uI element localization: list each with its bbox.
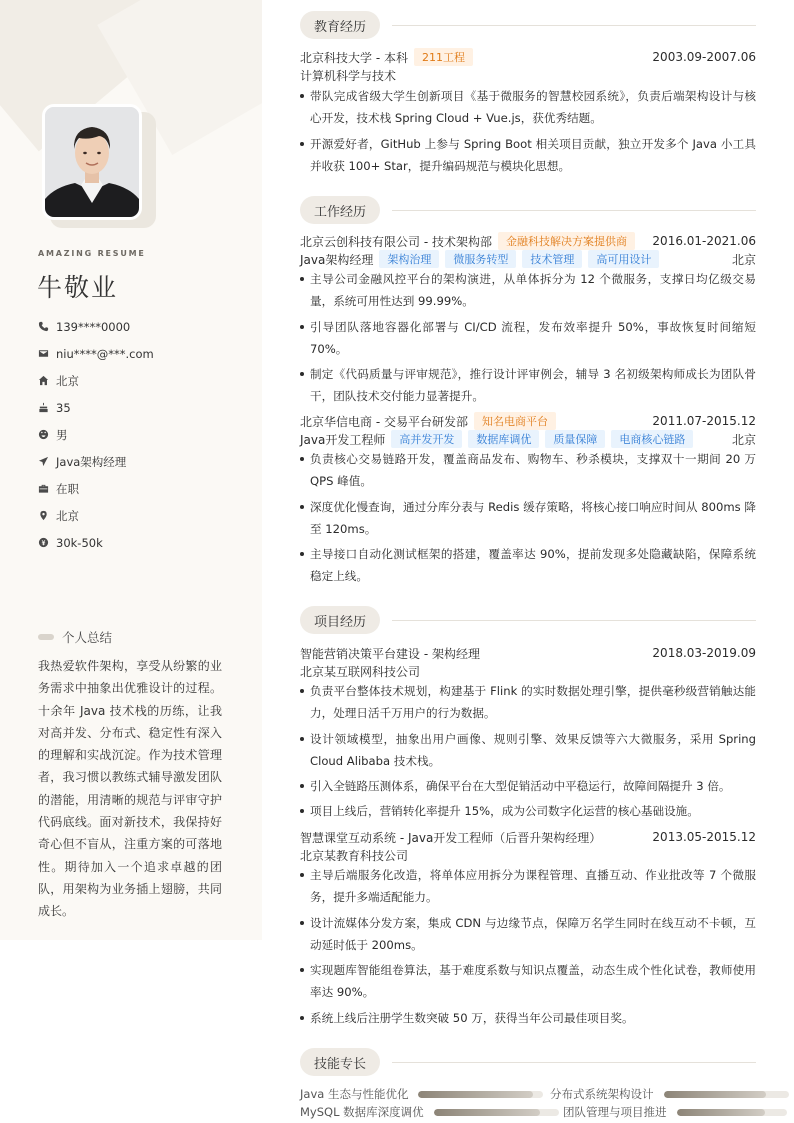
list-item: 制定《代码质量与评审规范》，推行设计评审例会，辅导 3 名初级架构师成长为团队骨干，团队技术交付能力显著提升。 [300,363,756,408]
skill-name: 分布式系统架构设计 [550,1087,654,1101]
skill-item-1 [300,1085,543,1103]
job-location: 北京 [731,252,756,267]
skill-tag: 质量保障 [545,430,605,448]
phone-icon [38,321,49,332]
skill-bar-fill [677,1109,765,1116]
project-org: 北京某教育科技公司 [300,848,409,863]
mail-icon [38,348,49,359]
candidate-name: 牛敬业 [37,273,119,302]
summary-marker [38,634,54,640]
info-city [38,367,253,394]
info-city-value: 北京 [56,373,79,388]
summary-header [38,628,112,646]
skill-tag: 高并发开发 [391,430,462,448]
job-1-bullets [300,268,756,411]
info-salary [38,529,253,556]
company-tag: 知名电商平台 [474,412,556,430]
list-item: 开源爱好者，GitHub 上参与 Spring Boot 相关项目贡献，独立开发多个 Java 小工具并收获 100+ Star，提升编码规范与模块化思想。 [300,133,756,178]
skill-bar [434,1109,559,1116]
skill-tag: 数据库调优 [468,430,539,448]
info-email-value: niu****@***.com [56,346,154,361]
skill-bar-fill [418,1091,533,1098]
project-org: 北京某互联网科技公司 [300,664,421,679]
info-position-value: Java架构经理 [56,454,127,469]
education-major-row [300,66,756,84]
skills-section-title: 技能专长 [300,1048,380,1076]
list-item: 设计领域模型，抽象出用户画像、规则引擎、效果反馈等六大微服务，采用 Spring Cloud Alibaba 技术栈。 [300,728,756,773]
job-role: Java架构经理 [300,252,374,267]
job-date: 2016.01-2021.06 [652,234,756,248]
skill-item-3 [300,1103,559,1121]
home-icon [38,375,49,386]
project-2-title [300,828,756,846]
section-divider [392,1062,756,1063]
skill-tag: 微服务转型 [445,250,516,268]
skill-tag: 电商核心链路 [611,430,693,448]
list-item: 引导团队落地容器化部署与 CI/CD 流程，发布效率提升 50%，事故恢复时间缩短 70%。 [300,316,756,361]
profile-photo [42,104,142,220]
list-item: 带队完成省级大学生创新项目《基于微服务的智慧校园系统》，负责后端架构设计与核心开发，技术栈 Spring Cloud + Vue.js，获优秀结题。 [300,85,756,130]
list-item: 引入全链路压测体系，确保平台在大型促销活动中平稳运行，故障间隔提升 3 倍。 [300,775,756,797]
main-content [300,0,794,1123]
skill-bar [664,1091,789,1098]
resume-tagline: AMAZING RESUME [38,249,146,258]
list-item: 主导后端服务化改造，将单体应用拆分为课程管理、直播互动、作业批改等 7 个微服务，提升多端适配能力。 [300,864,756,909]
skill-name: MySQL 数据库深度调优 [300,1105,424,1119]
skill-bar-fill [434,1109,540,1116]
contact-info-list [38,313,253,556]
info-phone [38,313,253,340]
skill-item-2 [550,1085,789,1103]
list-item: 主导接口自动化测试框架的搭建，覆盖率达 90%，提前发现多处隐藏缺陷，保障系统稳定上线。 [300,543,756,588]
job-date: 2011.07-2015.12 [652,414,756,428]
project-date: 2013.05-2015.12 [652,830,756,844]
education-section-header [300,11,756,39]
list-item: 实现题库智能组卷算法，基于难度系数与知识点覆盖，动态生成个性化试卷，教师使用率达 90%。 [300,959,756,1004]
skill-item-4 [563,1103,787,1121]
project-2-org-row [300,846,756,864]
skill-tag: 高可用设计 [588,250,659,268]
skill-tag: 技术管理 [522,250,582,268]
job-2-title [300,412,756,430]
sidebar [0,0,262,940]
project-1-bullets [300,680,756,826]
job-location: 北京 [731,432,756,447]
info-email [38,340,253,367]
school-tag: 211工程 [414,48,473,66]
list-item: 深度优化慢查询，通过分库分表与 Redis 缓存策略，将核心接口响应时间从 800ms 降至 120ms。 [300,496,756,541]
skills-section-header [300,1048,756,1076]
job-1-title [300,232,756,250]
education-date: 2003.09-2007.06 [652,50,756,64]
skill-bar-fill [664,1091,767,1098]
project-1-title [300,644,756,662]
info-gender [38,421,253,448]
education-entry-title [300,48,756,66]
info-position [38,448,253,475]
project-1-org-row [300,662,756,680]
project-name: 智慧课堂互动系统 - Java开发工程师（后晋升架构经理） [300,830,602,845]
cake-icon [38,402,49,413]
projects-section-header [300,606,756,634]
job-role: Java开发工程师 [300,432,386,447]
work-section-title: 工作经历 [300,196,380,224]
skill-name: Java 生态与性能优化 [300,1087,409,1101]
company-tag: 金融科技解决方案提供商 [498,232,635,250]
info-age [38,394,253,421]
info-status [38,475,253,502]
section-divider [392,25,756,26]
list-item: 设计流媒体分发方案，集成 CDN 与边缘节点，保障万名学生同时在线互动不卡顿，互动延时低于 200ms。 [300,912,756,957]
list-item: 主导公司金融风控平台的架构演进，从单体拆分为 12 个微服务，支撑日均亿级交易量，系统可用性达到 99.99%。 [300,268,756,313]
project-date: 2018.03-2019.09 [652,646,756,660]
projects-section-title: 项目经历 [300,606,380,634]
summary-title: 个人总结 [62,630,113,645]
salary-icon [38,537,49,548]
location-pin-icon [38,510,49,521]
info-age-value: 35 [56,400,71,415]
work-section-header [300,196,756,224]
summary-text: 我热爱软件架构，享受从纷繁的业务需求中抽象出优雅设计的过程。十余年 Java 技术栈的历练，让我对高并发、分布式、稳定性有深入的理解和实战沉淀。作为技术管理者，我习惯以教练式辅导激发团队的潜能，用清晰的规范与评审守护代码底线。面对新技术，我保持好奇心但不盲从，注重方案的可落地性。期待加入一个追求卓越的团队，用架构为业务插上翅膀，共同成长。 [38,659,222,919]
education-major: 计算机科学与技术 [300,68,397,83]
send-icon [38,456,49,467]
skill-tag: 架构治理 [379,250,439,268]
job-2-role-row [300,430,756,448]
info-salary-value: 30k-50k [56,535,103,550]
project-2-bullets [300,864,756,1032]
school-name: 北京科技大学 - 本科 [300,50,408,65]
job-company: 北京云创科技有限公司 - 技术架构部 [300,234,492,249]
gender-icon [38,429,49,440]
info-gender-value: 男 [56,427,68,442]
skill-bar [418,1091,543,1098]
skill-bar [677,1109,787,1116]
info-target-city-value: 北京 [56,508,79,523]
project-name: 智能营销决策平台建设 - 架构经理 [300,646,480,661]
info-phone-value: 139****0000 [56,319,131,334]
job-2-bullets [300,448,756,591]
section-divider [392,210,756,211]
skill-name: 团队管理与项目推进 [563,1105,667,1119]
info-target-city [38,502,253,529]
job-company: 北京华信电商 - 交易平台研发部 [300,414,468,429]
list-item: 负责平台整体技术规划，构建基于 Flink 的实时数据处理引擎，提供毫秒级营销触达能力，处理日活千万用户的行为数据。 [300,680,756,725]
list-item: 系统上线后注册学生数突破 50 万，获得当年公司最佳项目奖。 [300,1007,756,1029]
education-bullets [300,85,756,180]
education-section-title: 教育经历 [300,11,380,39]
list-item: 负责核心交易链路开发，覆盖商品发布、购物车、秒杀模块，支撑双十一期间 20 万 QPS 峰值。 [300,448,756,493]
list-item: 项目上线后，营销转化率提升 15%，成为公司数字化运营的核心基础设施。 [300,800,756,822]
job-1-role-row [300,250,756,268]
avatar-illustration [45,107,139,217]
briefcase-icon [38,483,49,494]
info-status-value: 在职 [56,481,79,496]
section-divider [392,620,756,621]
